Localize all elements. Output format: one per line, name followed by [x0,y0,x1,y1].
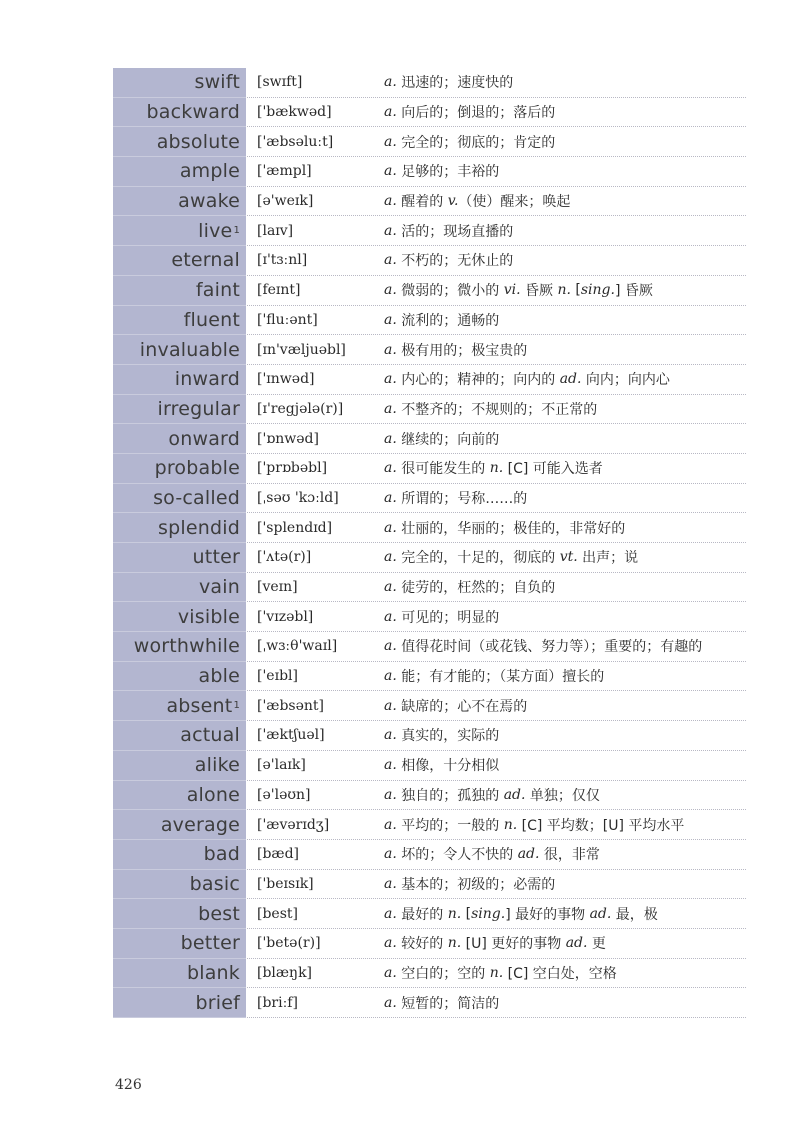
part-of-speech-label: a. [384,935,397,952]
definition-text: 最，极 [611,906,658,923]
headword-cell [113,484,246,514]
definition [374,662,746,691]
definition [374,513,746,542]
definition-text: 极有用的；极宝贵的 [396,342,528,359]
headword-cell [113,68,246,98]
phonetic-transcription: [swɪft] [257,74,303,91]
part-of-speech-label: v. [447,193,459,210]
vocab-entry-row [113,157,746,187]
vocab-entry-row [113,543,746,573]
part-of-speech-label: ad. [559,371,582,388]
headword-cell [113,127,246,157]
definition-text: 更 [587,936,606,953]
definition-text: ] 昏厥 [614,283,653,300]
headword-cell [113,632,246,662]
phonetic-transcription: [ɪ'tɜːnl] [257,252,308,269]
part-of-speech-label: a. [384,964,397,981]
part-of-speech-label: vi. [503,282,521,299]
phonetic-transcription: ['bækwəd] [257,104,332,121]
part-of-speech-label: a. [384,846,397,863]
definition-text: ] 最好的事物 [505,906,590,923]
vocab-entry-row [113,751,746,781]
part-of-speech-label: a. [384,519,397,536]
headword-cell [113,810,246,840]
definition-text: 向后的；倒退的；落后的 [396,105,556,122]
definition-text: 向内；向内心 [581,372,670,389]
phonetic-transcription: [laɪv] [257,222,294,239]
headword-cell [113,216,246,246]
definition-text: 值得花时间（或花钱、努力等）；重要的；有趣的 [396,639,703,656]
vocab-entry-row [113,691,746,721]
definition-text: 空白的；空的 [396,965,490,982]
headword-cell [113,781,246,811]
definition-text: 足够的；丰裕的 [396,164,500,181]
headword-cell [113,335,246,365]
part-of-speech-label: sing. [471,905,506,922]
phonetic-transcription: ['prɒbəbl] [257,460,328,477]
vocab-entry-row [113,127,746,157]
headword: alone [186,783,240,806]
part-of-speech-label: a. [384,994,397,1011]
headword: absent [166,694,233,717]
definition [374,395,746,424]
definition-text: 短暂的；简洁的 [396,995,500,1012]
definition [374,543,746,572]
definition [374,484,746,513]
definition-text: （使）醒来；唤起 [458,194,571,211]
headword-cell [113,959,246,989]
headword-cell [113,543,246,573]
definition-text: 相像，十分相似 [396,758,500,775]
part-of-speech-label: a. [384,133,397,150]
vocab-entry-row [113,276,746,306]
headword: actual [180,724,240,747]
headword: vain [198,576,240,599]
homograph-superscript: 1 [233,700,240,712]
vocab-entry-row [113,721,746,751]
definition-text: 徒劳的，枉然的；自负的 [396,580,556,597]
phonetic-transcription: [blæŋk] [257,964,313,981]
phonetic-transcription: [bæd] [257,846,300,863]
part-of-speech-label: a. [384,341,397,358]
definition-text: 很，非常 [539,847,600,864]
definition-text: 真实的，实际的 [396,728,500,745]
definition [374,68,746,97]
part-of-speech-label: a. [384,549,397,566]
phonetic-transcription: ['æktʃuəl] [257,727,325,744]
definition [374,691,746,720]
headword: worthwhile [133,635,240,658]
definition [374,721,746,750]
vocab-entry-row [113,98,746,128]
definition-text: [C] 可能入选者 [503,461,603,478]
definition-text: [C] 平均数；[U] 平均水平 [517,817,685,834]
definition-text: 最好的 [396,906,448,923]
definition [374,306,746,335]
definition-text: 醒着的 [396,194,448,211]
homograph-superscript: 1 [233,225,240,237]
headword: swift [194,71,240,94]
definition-text: 壮丽的，华丽的；极佳的，非常好的 [396,520,626,537]
definition [374,781,746,810]
part-of-speech-label: n. [489,964,504,981]
vocab-entry-row [113,988,746,1018]
headword: splendid [158,516,240,539]
vocab-entry-row [113,216,746,246]
definition-text: 坏的；令人不快的 [396,847,518,864]
vocab-entry-row [113,246,746,276]
headword-cell [113,988,246,1018]
vocab-entry-row [113,513,746,543]
part-of-speech-label: a. [384,638,397,655]
definition [374,424,746,453]
headword: live [198,219,233,242]
definition-text: [ [461,905,472,922]
part-of-speech-label: a. [384,697,397,714]
vocab-entry-row [113,781,746,811]
headword-cell [113,691,246,721]
phonetic-transcription: [briːf] [257,994,298,1011]
definition-text: 出声；说 [577,550,639,567]
vocab-entry-row [113,365,746,395]
part-of-speech-label: ad. [503,786,526,803]
definition [374,276,746,305]
headword-cell [113,98,246,128]
definition-text: 内心的；精神的；向内的 [396,372,560,389]
phonetic-transcription: [veɪn] [257,579,298,596]
part-of-speech-label: a. [384,816,397,833]
part-of-speech-label: n. [447,935,462,952]
headword-cell [113,424,246,454]
vocab-entry-row [113,68,746,98]
headword: bad [203,843,240,866]
definition [374,632,746,661]
definition-text: 不朽的；无休止的 [396,253,514,270]
headword: probable [154,457,240,480]
headword: blank [186,961,240,984]
headword: average [160,813,240,836]
headword: faint [195,279,240,302]
definition-text: 完全的；彻底的；肯定的 [396,134,556,151]
part-of-speech-label: a. [384,222,397,239]
definition [374,246,746,275]
vocab-entry-row [113,632,746,662]
definition [374,929,746,958]
phonetic-transcription: [best] [257,905,298,922]
definition [374,810,746,839]
definition [374,98,746,127]
headword-cell [113,602,246,632]
phonetic-transcription: ['æbsənt] [257,697,325,714]
headword: basic [189,872,240,895]
definition [374,959,746,988]
definition [374,335,746,364]
vocab-entry-row [113,870,746,900]
headword: visible [177,605,240,628]
part-of-speech-label: a. [384,74,397,91]
phonetic-transcription: [ə'weɪk] [257,193,314,210]
phonetic-transcription: ['ɒnwəd] [257,430,319,447]
part-of-speech-label: n. [489,460,504,477]
definition [374,840,746,869]
definition [374,870,746,899]
definition-text: 独自的；孤独的 [396,787,504,804]
vocab-entry-row [113,840,746,870]
definition-text: [U] 更好的事物 [461,936,566,953]
headword-cell [113,395,246,425]
headword: best [198,902,240,925]
definition-text: 活的；现场直播的 [396,223,514,240]
definition [374,365,746,394]
part-of-speech-label: a. [384,727,397,744]
part-of-speech-label: a. [384,282,397,299]
part-of-speech-label: a. [384,579,397,596]
definition-text: 很可能发生的 [396,461,490,478]
phonetic-transcription: [ɪn'væljuəbl] [257,341,346,358]
definition-text: 较好的 [396,936,448,953]
vocab-entry-row [113,335,746,365]
phonetic-transcription: ['eɪbl] [257,668,298,685]
headword-cell [113,573,246,603]
vocab-entry-row [113,424,746,454]
phonetic-transcription: [feɪnt] [257,282,301,299]
part-of-speech-label: n. [447,905,462,922]
phonetic-transcription: ['splendɪd] [257,519,333,536]
headword-cell [113,870,246,900]
phonetic-transcription: [ˌwɜːθ'waɪl] [257,638,338,655]
headword-cell [113,840,246,870]
headword-cell [113,276,246,306]
phonetic-transcription: ['ʌtə(r)] [257,549,312,566]
phonetic-transcription: ['beɪsɪk] [257,875,314,892]
part-of-speech-label: a. [384,400,397,417]
phonetic-transcription: ['ævərɪdʒ] [257,816,330,833]
phonetic-transcription: ['æbsəluːt] [257,133,334,150]
part-of-speech-label: a. [384,757,397,774]
headword-cell [113,929,246,959]
part-of-speech-label: a. [384,311,397,328]
phonetic-transcription: [ə'laɪk] [257,757,306,774]
definition-text: 能；有才能的；（某方面）擅长的 [396,669,605,686]
headword: irregular [157,397,240,420]
definition [374,573,746,602]
headword-cell [113,365,246,395]
page-number: 426 [115,1077,142,1093]
definition-text: [ [570,282,581,299]
headword-cell [113,721,246,751]
vocab-entry-row [113,395,746,425]
headword: awake [178,190,240,213]
vocabulary-table [113,68,746,1018]
headword-cell [113,751,246,781]
headword-cell [113,513,246,543]
phonetic-transcription: [ɪ'regjələ(r)] [257,400,344,417]
vocab-entry-row [113,484,746,514]
definition [374,751,746,780]
phonetic-transcription: ['æmpl] [257,163,312,180]
definition-text: 不整齐的；不规则的；不正常的 [396,401,598,418]
headword: onward [168,427,240,450]
part-of-speech-label: a. [384,193,397,210]
definition-text: 缺席的；心不在焉的 [396,698,528,715]
phonetic-transcription: [ˌsəʊ 'kɔːld] [257,489,339,506]
part-of-speech-label: a. [384,875,397,892]
part-of-speech-label: ad. [565,935,588,952]
part-of-speech-label: a. [384,430,397,447]
definition [374,187,746,216]
headword-cell [113,454,246,484]
definition-text: 继续的；向前的 [396,431,500,448]
part-of-speech-label: ad. [517,846,540,863]
definition [374,988,746,1017]
vocab-entry-row [113,573,746,603]
definition [374,899,746,928]
part-of-speech-label: a. [384,371,397,388]
part-of-speech-label: sing. [580,282,615,299]
headword: so-called [153,486,240,509]
definition-text: 所谓的；号称……的 [396,490,528,507]
part-of-speech-label: a. [384,460,397,477]
vocab-entry-row [113,929,746,959]
vocab-entry-row [113,602,746,632]
part-of-speech-label: a. [384,905,397,922]
part-of-speech-label: a. [384,252,397,269]
definition-text: [C] 空白处，空格 [503,965,617,982]
headword: ample [179,160,240,183]
headword: utter [192,546,240,569]
part-of-speech-label: vt. [559,549,578,566]
headword: fluent [183,308,240,331]
headword: invaluable [139,338,240,361]
vocab-entry-row [113,306,746,336]
headword-cell [113,157,246,187]
part-of-speech-label: ad. [589,905,612,922]
phonetic-transcription: ['vɪzəbl] [257,608,314,625]
definition [374,216,746,245]
definition-text: 迅速的；速度快的 [396,75,514,92]
definition-text: 基本的；初级的；必需的 [396,876,556,893]
definition [374,127,746,156]
phonetic-transcription: ['betə(r)] [257,935,321,952]
headword-cell [113,306,246,336]
phonetic-transcription: [ə'ləʊn] [257,786,311,803]
headword: absolute [156,130,240,153]
part-of-speech-label: a. [384,104,397,121]
definition-text: 平均的；一般的 [396,817,504,834]
definition-text: 流利的；通畅的 [396,312,500,329]
phonetic-transcription: ['ɪnwəd] [257,371,315,388]
definition-text: 可见的；明显的 [396,609,500,626]
definition-text: 微弱的；微小的 [396,283,504,300]
vocab-entry-row [113,959,746,989]
headword-cell [113,187,246,217]
headword-cell [113,246,246,276]
definition-text: 昏厥 [520,283,558,300]
part-of-speech-label: a. [384,668,397,685]
vocab-entry-row [113,662,746,692]
part-of-speech-label: n. [503,816,518,833]
part-of-speech-label: n. [557,282,571,299]
definition-text: 单独；仅仅 [525,787,600,804]
part-of-speech-label: a. [384,489,397,506]
part-of-speech-label: a. [384,163,397,180]
definition [374,602,746,631]
definition-text: 完全的，十足的，彻底的 [396,550,560,567]
vocab-entry-row [113,187,746,217]
headword: eternal [171,249,240,272]
definition [374,454,746,483]
part-of-speech-label: a. [384,608,397,625]
definition [374,157,746,186]
headword: alike [194,754,240,777]
headword-cell [113,899,246,929]
part-of-speech-label: a. [384,786,397,803]
headword-cell [113,662,246,692]
headword: backward [146,101,240,124]
headword: inward [174,368,240,391]
phonetic-transcription: ['fluːənt] [257,311,318,328]
vocab-entry-row [113,810,746,840]
vocab-entry-row [113,454,746,484]
headword: able [198,665,240,688]
headword: brief [195,991,240,1014]
headword: better [180,932,240,955]
vocab-entry-row [113,899,746,929]
